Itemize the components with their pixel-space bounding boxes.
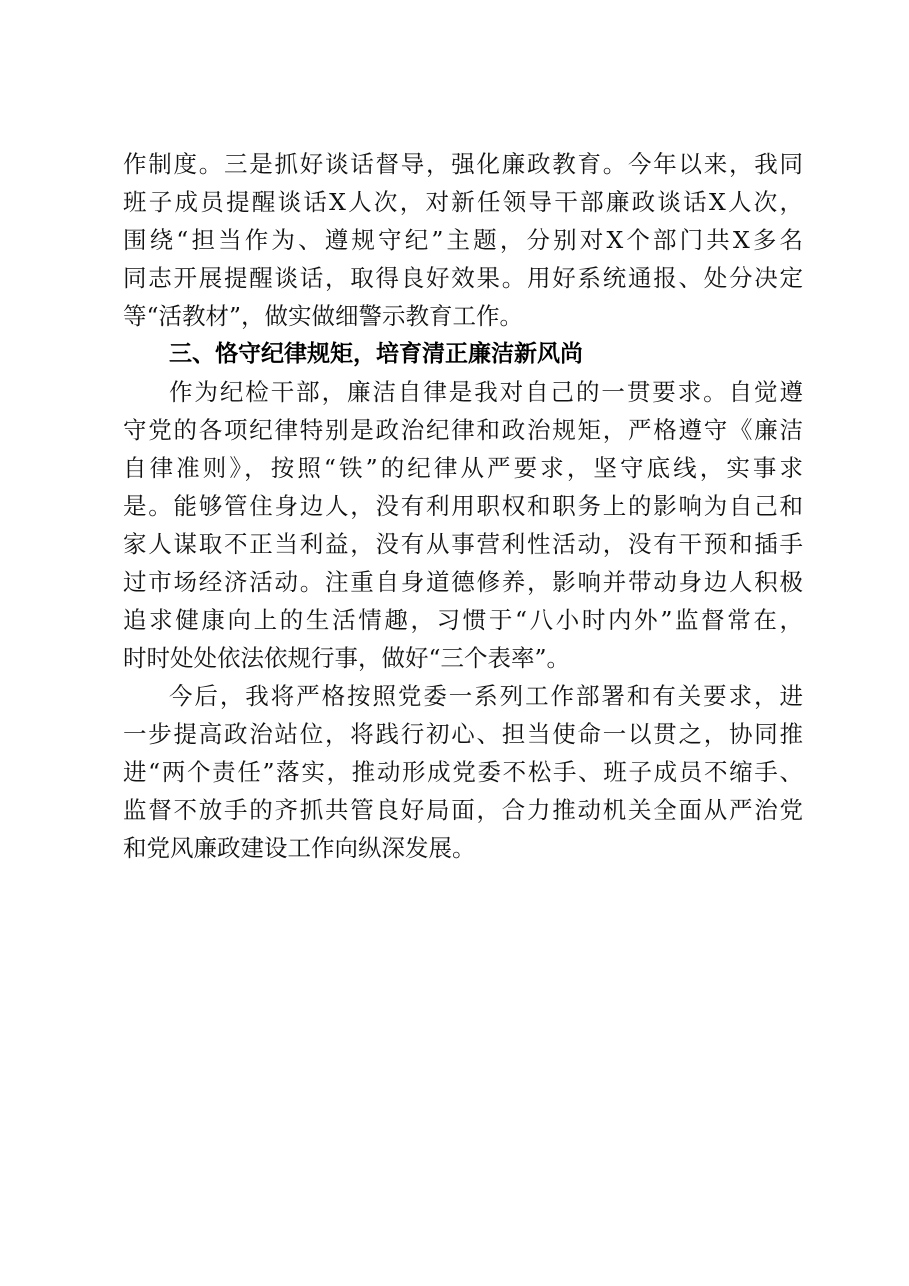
paragraph-line: 班子成员提醒谈话X人次，对新任领导干部廉政谈话X人次，	[123, 188, 803, 216]
paragraph-line: 时时处处依法依规行事，做好“三个表率”。	[123, 644, 571, 672]
paragraph-line: 等“活教材”，做实做细警示教育工作。	[123, 302, 524, 330]
paragraph-line: 过市场经济活动。注重自身道德修养，影响并带动身边人积极	[123, 568, 803, 596]
paragraph-line: 守党的各项纪律特别是政治纪律和政治规矩，严格遵守《廉洁	[123, 416, 803, 444]
paragraph-line: 作制度。三是抓好谈话督导，强化廉政教育。今年以来，我同	[123, 150, 803, 178]
paragraph-line: 家人谋取不正当利益，没有从事营利性活动，没有干预和插手	[123, 530, 803, 558]
paragraph-line: 围绕“担当作为、遵规守纪”主题，分别对X个部门共X多名	[123, 226, 803, 254]
paragraph-line: 一步提高政治站位，将践行初心、担当使命一以贯之，协同推	[123, 720, 803, 748]
paragraph-line: 同志开展提醒谈话，取得良好效果。用好系统通报、处分决定	[123, 264, 803, 292]
paragraph-line: 监督不放手的齐抓共管良好局面，合力推动机关全面从严治党	[123, 796, 803, 824]
paragraph-line: 作为纪检干部，廉洁自律是我对自己的一贯要求。自觉遵	[169, 378, 803, 406]
paragraph-line: 今后，我将严格按照党委一系列工作部署和有关要求，进	[169, 682, 803, 710]
paragraph-line: 和党风廉政建设工作向纵深发展。	[123, 834, 476, 862]
section-heading: 三、恪守纪律规矩，培育清正廉洁新风尚	[169, 341, 583, 367]
paragraph-line: 追求健康向上的生活情趣，习惯于“八小时内外”监督常在，	[123, 606, 803, 634]
paragraph-line: 进“两个责任”落实，推动形成党委不松手、班子成员不缩手、	[123, 758, 803, 786]
paragraph-line: 是。能够管住身边人，没有利用职权和职务上的影响为自己和	[123, 492, 803, 520]
paragraph-line: 自律准则》，按照“铁”的纪律从严要求，坚守底线，实事求	[123, 454, 803, 482]
